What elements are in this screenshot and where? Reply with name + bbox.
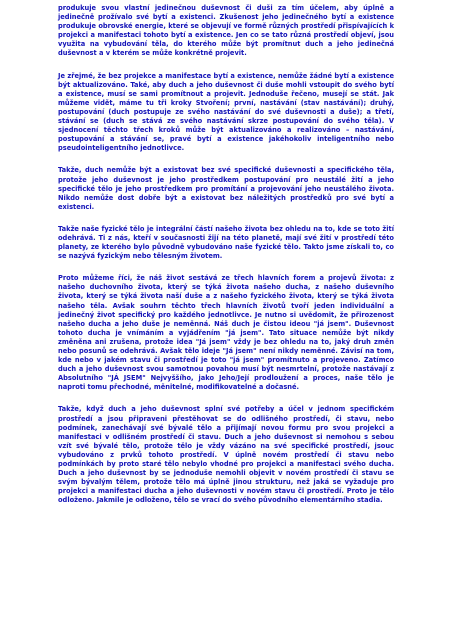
paragraph-3: Takže, duch nemůže být a existovat bez své specifické duševnosti a specifického těla, protože jeho duševnost je jeho prostředkem postupování pro neustálé žití a jeho specifické tělo je jeho prostředkem pro promítání a projevování jeho neustálého života. Nikdo nemůže dost dobře být a existovat bez náležitých prostředků pro své bytí a existenci. bbox=[58, 166, 394, 211]
paragraph-2: Je zřejmé, že bez projekce a manifestace bytí a existence, nemůže žádné bytí a existence být aktualizováno. Také, aby duch a jeho duševnost či duše mohli vstoupit do svého bytí a existence, musí se sami promítnout a projevit. Jednoduše řečeno, musejí se stát. Jak můžeme vidět, máme tu tři kroky Stvoření; první, nastávání (stav nastávání); druhý, postupování (duch postupuje ze svého nastávání do své duševnosti a duše); a třetí, stávání se (duch se stává ze svého nastávání skrze postupování do svého těla). V sjednocení těchto třech kroků může být aktualizováno a realizováno – nastávání, postupování a stávání se, pravé bytí a existence jakéhokoliv inteligentního nebo pseudointeligentního jednotlivce. bbox=[58, 71, 394, 153]
paragraph-1: produkuje svou vlastní jedinečnou duševnost či duši za tím účelem, aby úplně a jedinečně prožívalo své bytí a existenci. Zkušenost jeho jedinečného bytí a existence produkuje obrovské energie, které se objevují ve formě různých prostředí přispívajících k projekci a manifestaci tohoto bytí a existence. Jen co se tato různá prostředí objeví, jsou využita na vybudování těla, do kterého může být promítnut duch a jeho jedinečná duševnost a v kterém se může konkrétně projevit. bbox=[58, 4, 394, 58]
paragraph-6: Takže, když duch a jeho duševnost splní své potřeby a účel v jednom specifickém prostředí a jsou připraveni přestěhovat se do odlišného prostředí, či stavu, nebo podmínek, zanechávají své bývalé tělo a přijímají novou formu pro svou projekci a manifestaci v odlišném prostředí či stavu. Duch a jeho duševnost si nemohou s sebou vzít své bývalé tělo, protože tělo je vždy vázáno na své specifické prostředí, jsouc vybudováno z prvků tohoto prostředí. V úplně novém prostředí či stavu nebo podmínkách by proto staré tělo nebylo vhodné pro projekci a manifestaci svého ducha. Duch a jeho duševnost by se jednoduše nemohli objevit v novém prostředí či stavu se svým bývalým tělem, protože tělo má úplně jinou strukturu, než jaká se vyžaduje pro projekci a manifestaci ducha a jeho duševnosti v novém stavu či prostředí. Proto je tělo odloženo. Jakmile je odloženo, tělo se vrací do svého původního elementárního stadia. bbox=[58, 405, 394, 505]
paragraph-5: Proto můžeme říci, že náš život sestává ze třech hlavních forem a projevů života: z našeho duchovního života, který se týká života našeho ducha, z našeho duševního života, který se týká života naší duše a z našeho fyzického života, který se týká života našeho těla. Avšak souhrn těchto třech hlavních životů tvoří jeden individuální a jedinečný život specifický pro každého jednotlivce. Je nutno si uvědomit, že přirozenost našeho ducha a jeho duše je neměnná. Náš duch je čistou ideou "já jsem". Duševnost tohoto ducha je vnímáním a vyjádřením "já jsem". Tato situace nemůže být nikdy změněna ani zrušena, protože idea "Já jsem" vždy je bez ohledu na to, jaký druh změn nebo posunů se odehrává. Avšak tělo ideje "Já jsem" není nikdy neměnné. Závisí na tom, kde nebo v jakém stavu či prostředí je toto "já jsem" promítnuto a projeveno. Zatímco duch a jeho duševnost svou samotnou povahou musí být nesmrtelní, protože nastávají z Absolutního "JÁ JSEM" Nejvyššího, jako Jeho/Její prodloužení a proces, naše tělo je naproti tomu přechodné, měnitelné, modifikovatelné a dočasné. bbox=[58, 274, 394, 392]
paragraph-4: Takže naše fyzické tělo je integrální částí našeho života bez ohledu na to, kde se toto žití odehrává. Ti z nás, kteří v současnosti žijí na této planetě, mají své žití v prostředí této planety, ze kterého bylo původně vybudováno naše fyzické tělo. Takto jsme získali to, co se nazývá fyzickým nebo tělesným životem. bbox=[58, 224, 394, 261]
